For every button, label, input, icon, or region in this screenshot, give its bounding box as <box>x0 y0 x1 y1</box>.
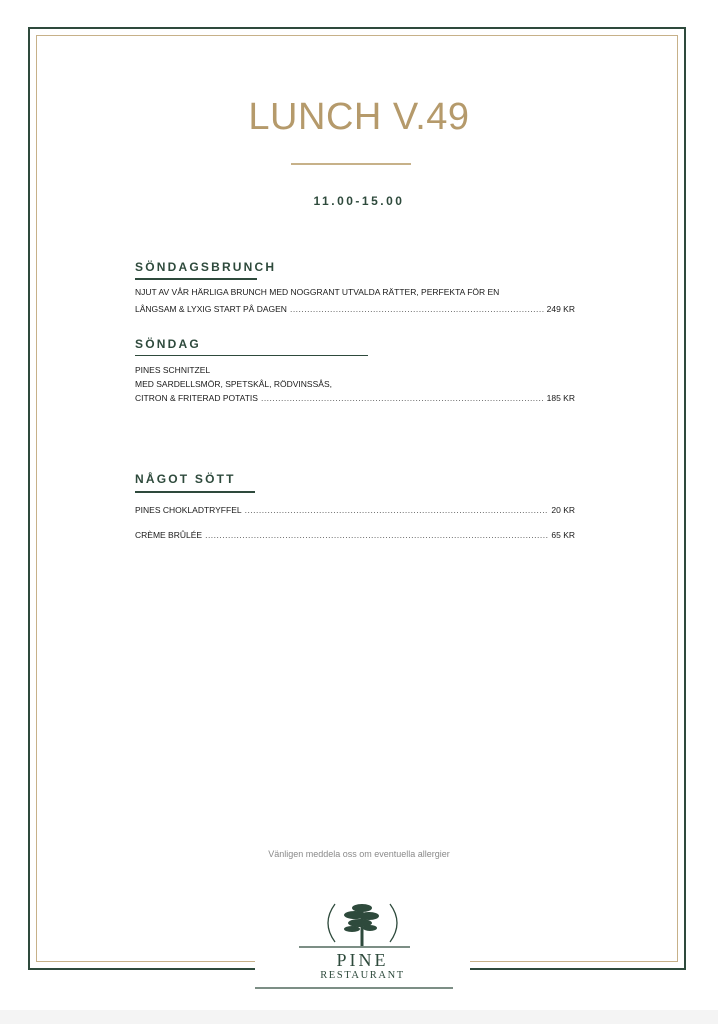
inner-frame <box>36 35 678 962</box>
menu-item-brunch <box>135 302 575 316</box>
section-heading-sondagsbrunch: SÖNDAGSBRUNCH <box>135 260 277 274</box>
item-price: 65 KR <box>551 530 575 540</box>
section-heading-sondag: SÖNDAG <box>135 337 201 351</box>
item-price: 20 KR <box>551 505 575 515</box>
section-underline <box>135 355 368 356</box>
section-underline <box>135 491 255 493</box>
section-heading-nagot-sott: NÅGOT SÖTT <box>135 472 236 486</box>
section-underline <box>135 278 257 280</box>
menu-item-chokladtryffel <box>135 503 575 517</box>
item-price: 185 KR <box>546 393 575 403</box>
menu-title: LUNCH V.49 <box>248 96 470 138</box>
leader-dots <box>261 391 544 405</box>
logo-subtitle: RESTAURANT <box>320 970 405 981</box>
allergy-note: Vänligen meddela oss om eventuella allergier <box>268 849 450 859</box>
leader-dots <box>245 503 549 517</box>
item-name: LÅNGSAM & LYXIG START PÅ DAGEN <box>135 304 287 314</box>
item-price: 249 KR <box>546 304 575 314</box>
brunch-description: NJUT AV VÅR HÄRLIGA BRUNCH MED NOGGRANT UTVALDA RÄTTER, PERFEKTA FÖR EN <box>135 287 500 297</box>
item-name: CRÈME BRÛLÉE <box>135 530 203 540</box>
title-divider <box>291 163 411 165</box>
item-name: PINES SCHNITZEL <box>135 365 211 375</box>
opening-hours: 11.00-15.00 <box>313 194 405 208</box>
leader-dots <box>205 528 548 542</box>
item-description: MED SARDELLSMÖR, SPETSKÅL, RÖDVINSSÅS, <box>135 379 332 389</box>
item-description: CITRON & FRITERAD POTATIS <box>135 393 258 403</box>
menu-item-creme-brulee <box>135 528 575 542</box>
item-name: PINES CHOKLADTRYFFEL <box>135 505 242 515</box>
leader-dots <box>290 302 544 316</box>
logo-name: PINE <box>336 950 389 970</box>
menu-item-schnitzel <box>135 391 575 405</box>
